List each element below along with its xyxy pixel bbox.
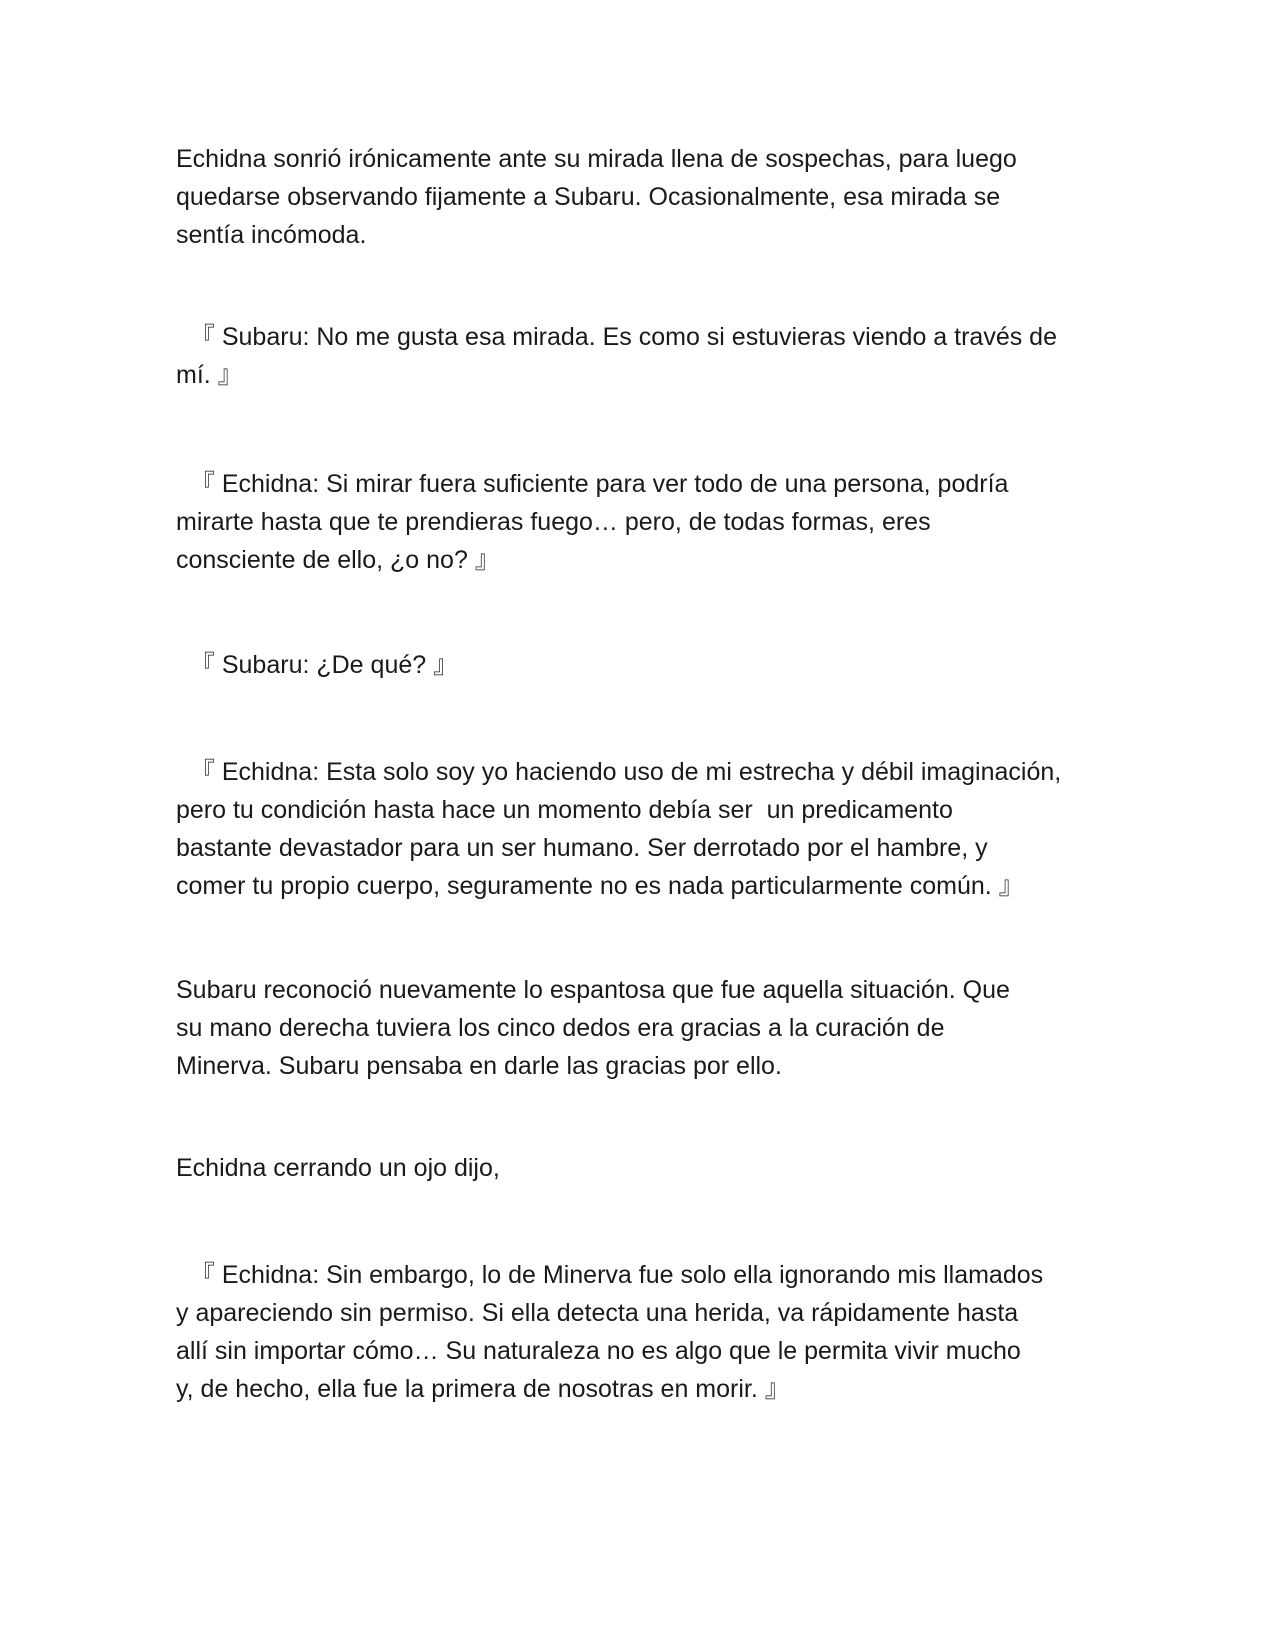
paragraph-dialogue-echidna-3: 『 Echidna: Sin embargo, lo de Minerva fue solo ella ignorando mis llamados y apareciendo sin permiso. Si ella detecta una herida, va rápidamente hasta allí sin importar cómo… Su naturaleza no es algo que le permita vivir mucho y, de hecho, ella fue la primera de nosotras en morir. 』 (176, 1261, 1044, 1403)
paragraph-narration-2: Subaru reconoció nuevamente lo espantosa que fue aquella situación. Que su mano derecha tuviera los cinco dedos era gracias a la curación de Minerva. Subaru pensaba en darle las gracias por ello. (176, 976, 1010, 1080)
paragraph-narration-3: Echidna cerrando un ojo dijo, (176, 1154, 500, 1182)
paragraph-dialogue-echidna-1: 『 Echidna: Si mirar fuera suficiente para ver todo de una persona, podría mirarte hasta que te prendieras fuego… pero, de todas formas, eres consciente de ello, ¿o no? 』 (176, 470, 1009, 574)
paragraph-dialogue-echidna-2: 『 Echidna: Esta solo soy yo haciendo uso de mi estrecha y débil imaginación, pero tu condición hasta hace un momento debía ser un predicamento bastante devastador para un ser humano. Ser derrotado por el hambre, y comer tu propio cuerpo, seguramente no es nada particularmente común. 』 (176, 758, 1062, 900)
paragraph-narration-1: Echidna sonrió irónicamente ante su mirada llena de sospechas, para luego quedarse observando fijamente a Subaru. Ocasionalmente, esa mirada se sentía incómoda. (176, 145, 1017, 249)
paragraph-dialogue-subaru-2: 『 Subaru: ¿De qué? 』 (176, 651, 459, 679)
paragraph-dialogue-subaru-1: 『 Subaru: No me gusta esa mirada. Es como si estuvieras viendo a través de mí. 』 (176, 323, 1057, 389)
